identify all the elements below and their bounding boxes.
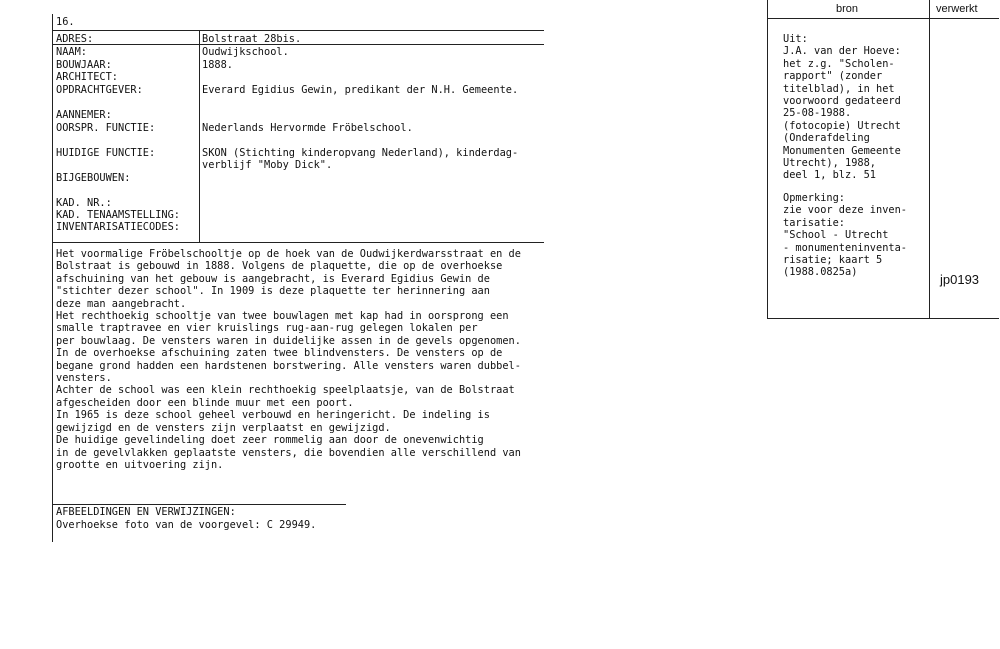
refs-left-border — [52, 492, 53, 542]
label-kad-tenaamstelling: KAD. TENAAMSTELLING: — [56, 209, 180, 221]
header-verwerkt: verwerkt — [936, 3, 978, 15]
source-text: Uit: J.A. van der Hoeve: het z.g. "Scholen- rapport" (zonder titelblad), in het voorwoord gedateerd 25-08-1988. (fotocopie) Utrecht (Onderafdeling Monumenten Gemeente Utrecht), 1988, deel 1, blz. 51 — [783, 33, 901, 182]
label-kad-nr: KAD. NR.: — [56, 197, 112, 209]
card-number: 16. — [56, 16, 75, 28]
label-aannemer: AANNEMER: — [56, 109, 112, 121]
label-adres: ADRES: — [56, 33, 94, 45]
remark-text: Opmerking: zie voor deze inven- tarisatie: "School - Utrecht - monumenteninventa- risatie; kaart 5 (1988.0825a) — [783, 192, 907, 279]
value-naam: Oudwijkschool. — [202, 46, 289, 58]
card-column-divider — [199, 30, 200, 242]
card-left-border — [52, 14, 53, 242]
value-adres: Bolstraat 28bis. — [202, 33, 302, 45]
value-opdrachtgever: Everard Egidius Gewin, predikant der N.H. Gemeente. — [202, 84, 519, 96]
label-oorspr-functie: OORSPR. FUNCTIE: — [56, 122, 156, 134]
value-bouwjaar: 1888. — [202, 59, 233, 71]
references-value: Overhoekse foto van de voorgevel: C 29949. — [56, 519, 317, 531]
references-label: AFBEELDINGEN EN VERWIJZINGEN: — [56, 506, 236, 518]
label-naam: NAAM: — [56, 46, 87, 58]
label-opdrachtgever: OPDRACHTGEVER: — [56, 84, 143, 96]
card-mid-rule — [52, 242, 544, 243]
label-inventarisatiecodes: INVENTARISATIECODES: — [56, 221, 180, 233]
side-left-border — [767, 0, 768, 318]
label-bijgebouwen: BIJGEBOUWEN: — [56, 172, 131, 184]
label-huidige-functie: HUIDIGE FUNCTIE: — [56, 147, 156, 159]
description-text: Het voormalige Fröbelschooltje op de hoek van de Oudwijkerdwarsstraat en de Bolstraat is gebouwd in 1888. Volgens de plaquette, die op de overhoekse afschuining van het gebouw is aangebracht, is Everard Egidius Gewin de "stichter dezer school". In 1909 is deze plaquette ter herinnering aan deze man aangebracht. Het rechthoekig schooltje van twee bouwlagen met kap had in oorsprong een smalle traptravee en vier kruislings rug-aan-rug gelegen lokalen per per bouwlaag. De vensters waren in duidelijke assen in de gevels opgenomen. In de overhoekse afschuining zaten twee blindvensters. De vensters op de begane grond hadden een hardstenen borstwering. Alle vensters waren dubbel- vensters. Achter de school was een klein rechthoekig speelplaatsje, van de Bolstraat afgescheiden door een blinde muur met een poort. In 1965 is deze school geheel verbouwd en heringericht. De indeling is gewijzigd en de vensters zijn verplaatst en gewijzigd. De huidige gevelindeling doet zeer rommelig aan door de onevenwichtig in de gevelvlakken geplaatste vensters, die bovendien alle verschillend van grootte en uitvoering zijn. — [56, 248, 521, 471]
refs-top-rule — [52, 504, 346, 505]
header-bron: bron — [836, 3, 859, 15]
card-top-rule — [52, 30, 544, 31]
side-column-divider — [929, 0, 930, 318]
side-header-rule — [767, 18, 999, 19]
verwerkt-mark: jp0193 — [940, 272, 980, 287]
value-huidige-functie: SKON (Stichting kinderopvang Nederland), kinderdag- verblijf "Moby Dick". — [202, 147, 519, 172]
label-architect: ARCHITECT: — [56, 71, 118, 83]
value-oorspr-functie: Nederlands Hervormde Fröbelschool. — [202, 122, 413, 134]
side-bottom-rule — [767, 318, 999, 319]
desc-left-border — [52, 242, 53, 492]
label-bouwjaar: BOUWJAAR: — [56, 59, 112, 71]
